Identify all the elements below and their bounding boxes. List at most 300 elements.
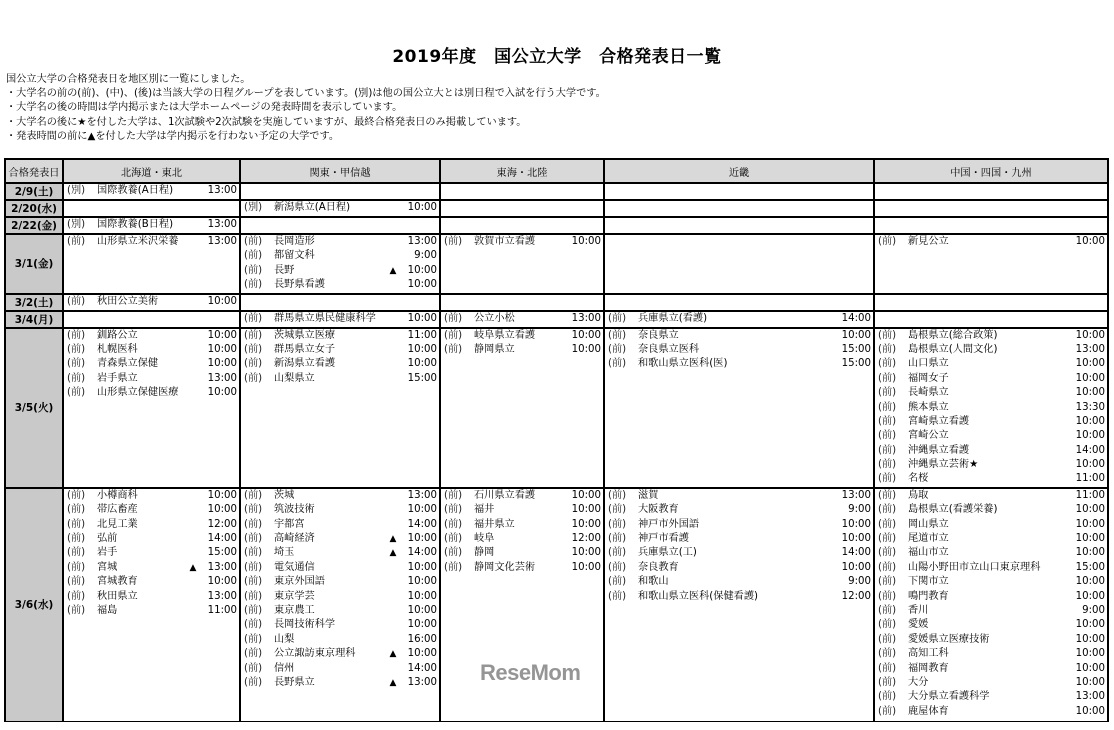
announce-time: 10:00 bbox=[1075, 387, 1105, 399]
announce-time: 10:00 bbox=[571, 547, 601, 559]
table-row bbox=[5, 488, 1108, 722]
cell-kanto-koshinetsu bbox=[240, 328, 440, 488]
university-entry bbox=[64, 235, 239, 249]
schedule-group: (前) bbox=[878, 705, 897, 717]
university-name: 神戸市外国語 bbox=[638, 518, 700, 530]
cell-tokai-hokuriku bbox=[440, 183, 604, 200]
university-entry bbox=[875, 429, 1107, 443]
no-posting-mark bbox=[385, 357, 401, 371]
no-posting-mark bbox=[185, 329, 201, 343]
university-name: 宇都宮 bbox=[274, 518, 305, 530]
no-posting-mark bbox=[1053, 590, 1069, 604]
university-entry bbox=[605, 503, 873, 517]
announce-time: 10:00 bbox=[407, 312, 437, 324]
university-entry bbox=[64, 218, 239, 232]
university-entry bbox=[241, 662, 439, 676]
university-name: 高崎経済 bbox=[274, 533, 315, 545]
announce-time: 14:00 bbox=[407, 662, 437, 674]
cell-tokai-hokuriku bbox=[440, 217, 604, 234]
schedule-group: (前) bbox=[444, 236, 463, 247]
university-entry bbox=[605, 312, 873, 326]
cell-hokkaido-tohoku bbox=[63, 183, 240, 200]
no-posting-mark bbox=[549, 503, 565, 517]
university-entry bbox=[64, 372, 239, 386]
university-entry bbox=[875, 472, 1107, 486]
schedule-group: (前) bbox=[244, 561, 263, 573]
university-name: 岡山県立 bbox=[908, 518, 949, 530]
university-entry bbox=[605, 329, 873, 343]
university-name: 和歌山 bbox=[638, 576, 669, 588]
announce-time: 9:00 bbox=[1082, 604, 1105, 616]
cell-hokkaido-tohoku bbox=[63, 294, 240, 311]
no-posting-mark bbox=[185, 503, 201, 517]
schedule-group: (前) bbox=[878, 518, 897, 530]
university-entry bbox=[875, 618, 1107, 632]
schedule-group: (前) bbox=[244, 358, 263, 370]
university-name: 奈良県立医科 bbox=[638, 343, 700, 355]
cell-hokkaido-tohoku bbox=[63, 217, 240, 234]
university-name: 福岡女子 bbox=[908, 372, 949, 384]
university-name: 宮城教育 bbox=[97, 576, 138, 588]
announce-time: 12:00 bbox=[841, 590, 871, 602]
announce-time: 10:00 bbox=[1075, 236, 1105, 247]
announce-time: 10:00 bbox=[407, 619, 437, 631]
no-posting-mark: ▲ bbox=[389, 265, 397, 276]
schedule-group: (前) bbox=[878, 401, 897, 413]
no-posting-mark bbox=[819, 329, 835, 343]
university-entry bbox=[441, 312, 603, 326]
cell-tokai-hokuriku bbox=[440, 488, 604, 722]
no-posting-mark: ▲ bbox=[389, 677, 397, 688]
university-name: 島根県立(人間文化) bbox=[908, 343, 998, 355]
announce-time: 13:00 bbox=[207, 590, 237, 602]
university-entry bbox=[875, 662, 1107, 676]
announce-time: 13:00 bbox=[571, 312, 601, 324]
schedule-group: (前) bbox=[878, 590, 897, 602]
university-entry bbox=[875, 604, 1107, 618]
schedule-group: (前) bbox=[444, 343, 463, 355]
announce-time: 9:00 bbox=[414, 250, 437, 262]
schedule-group: (前) bbox=[67, 504, 86, 516]
schedule-group: (前) bbox=[244, 343, 263, 355]
schedule-group: (前) bbox=[67, 329, 86, 341]
schedule-group: (前) bbox=[444, 518, 463, 530]
schedule-group: (前) bbox=[67, 533, 86, 545]
header-hokkaido-tohoku: 北海道・東北 bbox=[63, 159, 240, 183]
announce-time: 12:00 bbox=[207, 518, 237, 530]
page-title: 2019年度 国公立大学 合格発表日一覧 bbox=[392, 47, 722, 67]
university-name: 東京農工 bbox=[274, 604, 315, 616]
announce-time: 12:00 bbox=[571, 533, 601, 545]
cell-chugoku-shikoku-kyushu bbox=[874, 311, 1108, 328]
university-name: 福井 bbox=[474, 504, 495, 516]
no-posting-mark bbox=[385, 561, 401, 575]
schedule-group: (前) bbox=[244, 576, 263, 588]
university-name: 静岡 bbox=[474, 547, 495, 559]
cell-hokkaido-tohoku bbox=[63, 328, 240, 488]
university-entry bbox=[875, 647, 1107, 661]
announce-time: 10:00 bbox=[407, 648, 437, 660]
cell-hokkaido-tohoku bbox=[63, 200, 240, 217]
schedule-group: (別) bbox=[67, 185, 86, 196]
cell-chugoku-shikoku-kyushu bbox=[874, 200, 1108, 217]
schedule-group: (前) bbox=[878, 504, 897, 516]
announce-time: 10:00 bbox=[1075, 415, 1105, 427]
university-entry bbox=[64, 518, 239, 532]
schedule-group: (前) bbox=[244, 236, 263, 247]
no-posting-mark bbox=[185, 218, 201, 232]
university-name: 群馬県立県民健康科学 bbox=[274, 312, 376, 324]
no-posting-mark bbox=[1053, 357, 1069, 371]
cell-kanto-koshinetsu bbox=[240, 294, 440, 311]
no-posting-mark: ▲ bbox=[389, 548, 397, 559]
header-date: 合格発表日 bbox=[5, 159, 63, 183]
university-entry bbox=[605, 357, 873, 371]
note-line: ・大学名の後の時間は学内掲示または大学ホームページの発表時間を表示しています。 bbox=[6, 102, 403, 114]
no-posting-mark: ▲ bbox=[389, 534, 397, 545]
cell-tokai-hokuriku bbox=[440, 328, 604, 488]
announce-time: 10:00 bbox=[207, 576, 237, 588]
no-posting-mark bbox=[385, 329, 401, 343]
university-name: 長崎県立 bbox=[908, 387, 949, 399]
cell-kanto-koshinetsu bbox=[240, 217, 440, 234]
schedule-group: (前) bbox=[878, 372, 897, 384]
university-entry bbox=[241, 647, 439, 661]
no-posting-mark bbox=[819, 546, 835, 560]
university-entry bbox=[64, 561, 239, 575]
no-posting-mark bbox=[1053, 575, 1069, 589]
university-name: 岐阜県立看護 bbox=[474, 329, 536, 341]
schedule-group: (前) bbox=[878, 533, 897, 545]
no-posting-mark bbox=[385, 235, 401, 249]
note-line: 国公立大学の合格発表日を地区別に一覧にしました。 bbox=[6, 74, 251, 85]
schedule-group: (別) bbox=[67, 219, 86, 230]
announce-time: 10:00 bbox=[571, 518, 601, 530]
university-entry bbox=[241, 575, 439, 589]
no-posting-mark bbox=[549, 312, 565, 326]
university-entry bbox=[64, 295, 239, 309]
schedule-group: (前) bbox=[878, 444, 897, 456]
university-entry bbox=[875, 518, 1107, 532]
announce-time: 9:00 bbox=[848, 504, 871, 516]
university-entry bbox=[64, 184, 239, 198]
note-line: ・大学名の前の(前)、(中)、(後)は当該大学の日程グループを表しています。(別)は他の国公立大とは別日程で入試を行う大学です。 bbox=[6, 88, 606, 100]
no-posting-mark bbox=[385, 201, 401, 215]
no-posting-mark bbox=[549, 343, 565, 357]
announce-time: 10:00 bbox=[1075, 459, 1105, 471]
schedule-group: (前) bbox=[244, 662, 263, 674]
university-entry bbox=[605, 343, 873, 357]
announce-time: 11:00 bbox=[1075, 489, 1105, 501]
no-posting-mark bbox=[385, 662, 401, 676]
university-entry bbox=[875, 546, 1107, 560]
no-posting-mark bbox=[1053, 386, 1069, 400]
university-name: 福井県立 bbox=[474, 518, 515, 530]
university-entry bbox=[241, 561, 439, 575]
no-posting-mark bbox=[385, 633, 401, 647]
university-entry bbox=[64, 532, 239, 546]
announce-time: 13:00 bbox=[207, 219, 237, 230]
university-name: 沖縄県立看護 bbox=[908, 444, 970, 456]
announce-time: 13:00 bbox=[207, 372, 237, 384]
university-name: 札幌医科 bbox=[97, 343, 138, 355]
no-posting-mark bbox=[549, 532, 565, 546]
schedule-group: (前) bbox=[878, 343, 897, 355]
university-name: 山形県立保健医療 bbox=[97, 387, 179, 399]
university-entry bbox=[241, 590, 439, 604]
university-entry bbox=[875, 633, 1107, 647]
announce-time: 13:00 bbox=[407, 236, 437, 247]
announce-time: 10:00 bbox=[571, 561, 601, 573]
university-entry bbox=[441, 329, 603, 343]
university-entry bbox=[875, 386, 1107, 400]
cell-tokai-hokuriku bbox=[440, 234, 604, 294]
university-entry bbox=[605, 590, 873, 604]
university-entry bbox=[875, 458, 1107, 472]
announce-time: 10:00 bbox=[841, 518, 871, 530]
no-posting-mark bbox=[385, 575, 401, 589]
schedule-group: (前) bbox=[244, 590, 263, 602]
schedule-group: (前) bbox=[608, 590, 627, 602]
announce-time: 10:00 bbox=[1075, 358, 1105, 370]
schedule-group: (前) bbox=[244, 504, 263, 516]
no-posting-mark bbox=[1053, 518, 1069, 532]
university-name: 弘前 bbox=[97, 533, 118, 545]
no-posting-mark bbox=[549, 561, 565, 575]
no-posting-mark bbox=[1053, 472, 1069, 486]
no-posting-mark bbox=[185, 343, 201, 357]
announce-time: 10:00 bbox=[407, 561, 437, 573]
no-posting-mark bbox=[185, 518, 201, 532]
announce-time: 10:00 bbox=[1075, 372, 1105, 384]
schedule-group: (前) bbox=[444, 547, 463, 559]
schedule-group: (前) bbox=[67, 295, 86, 307]
announce-time: 10:00 bbox=[407, 343, 437, 355]
university-entry bbox=[241, 518, 439, 532]
university-entry bbox=[64, 575, 239, 589]
university-entry bbox=[605, 532, 873, 546]
university-entry bbox=[441, 343, 603, 357]
announce-time: 10:00 bbox=[207, 329, 237, 341]
university-name: 公立諏訪東京理科 bbox=[274, 648, 356, 660]
cell-kanto-koshinetsu bbox=[240, 311, 440, 328]
university-name: 青森県立保健 bbox=[97, 358, 159, 370]
announce-time: 10:00 bbox=[407, 533, 437, 545]
announce-time: 10:00 bbox=[841, 561, 871, 573]
university-entry bbox=[875, 561, 1107, 575]
schedule-group: (前) bbox=[244, 518, 263, 530]
no-posting-mark bbox=[819, 561, 835, 575]
university-entry bbox=[605, 518, 873, 532]
schedule-group: (前) bbox=[608, 518, 627, 530]
no-posting-mark bbox=[385, 343, 401, 357]
schedule-group: (前) bbox=[878, 676, 897, 688]
university-entry bbox=[241, 489, 439, 503]
university-name: 東京学芸 bbox=[274, 590, 315, 602]
announce-time: 10:00 bbox=[1075, 676, 1105, 688]
university-entry bbox=[441, 489, 603, 503]
announce-time: 10:00 bbox=[407, 264, 437, 276]
no-posting-mark bbox=[819, 312, 835, 326]
university-entry bbox=[875, 676, 1107, 690]
schedule-group: (前) bbox=[878, 430, 897, 442]
university-name: 尾道市立 bbox=[908, 533, 949, 545]
announce-time: 10:00 bbox=[571, 343, 601, 355]
university-entry bbox=[875, 705, 1107, 719]
cell-hokkaido-tohoku bbox=[63, 311, 240, 328]
university-entry bbox=[241, 264, 439, 278]
university-name: 兵庫県立(工) bbox=[638, 547, 697, 559]
announce-time: 9:00 bbox=[848, 576, 871, 588]
schedule-group: (前) bbox=[608, 312, 627, 324]
university-entry bbox=[64, 590, 239, 604]
schedule-group: (前) bbox=[244, 329, 263, 341]
university-entry bbox=[875, 532, 1107, 546]
no-posting-mark bbox=[819, 532, 835, 546]
table-row bbox=[5, 217, 1108, 234]
university-name: 岩手県立 bbox=[97, 372, 138, 384]
no-posting-mark bbox=[549, 546, 565, 560]
university-entry bbox=[875, 444, 1107, 458]
university-name: 公立小松 bbox=[474, 312, 515, 324]
schedule-group: (前) bbox=[67, 547, 86, 559]
university-entry bbox=[241, 201, 439, 215]
schedule-group: (前) bbox=[244, 547, 263, 559]
cell-hokkaido-tohoku bbox=[63, 488, 240, 722]
announce-time: 11:00 bbox=[407, 329, 437, 341]
announce-time: 10:00 bbox=[1075, 576, 1105, 588]
date-cell: 2/20(水) bbox=[5, 200, 63, 217]
announce-time: 10:00 bbox=[571, 504, 601, 516]
no-posting-mark bbox=[385, 312, 401, 326]
schedule-group: (前) bbox=[878, 576, 897, 588]
cell-tokai-hokuriku bbox=[440, 200, 604, 217]
university-entry bbox=[441, 235, 603, 249]
cell-chugoku-shikoku-kyushu bbox=[874, 217, 1108, 234]
university-entry bbox=[241, 343, 439, 357]
announce-time: 10:00 bbox=[1075, 430, 1105, 442]
schedule-group: (前) bbox=[244, 279, 263, 291]
no-posting-mark bbox=[549, 235, 565, 249]
announce-time: 13:00 bbox=[207, 561, 237, 573]
schedule-group: (前) bbox=[67, 372, 86, 384]
schedule-group: (前) bbox=[444, 504, 463, 516]
university-entry bbox=[441, 532, 603, 546]
announce-time: 10:00 bbox=[1075, 648, 1105, 660]
schedule-group: (前) bbox=[444, 312, 463, 324]
date-cell: 3/5(火) bbox=[5, 328, 63, 488]
schedule-group: (前) bbox=[878, 662, 897, 674]
no-posting-mark bbox=[185, 590, 201, 604]
no-posting-mark: ▲ bbox=[389, 649, 397, 660]
cell-kinki bbox=[604, 200, 874, 217]
university-name: 信州 bbox=[274, 662, 295, 674]
announce-time: 13:00 bbox=[841, 489, 871, 501]
university-name: 群馬県立女子 bbox=[274, 343, 336, 355]
university-name: 香川 bbox=[908, 604, 929, 616]
schedule-group: (前) bbox=[244, 648, 263, 660]
announce-time: 11:00 bbox=[207, 604, 237, 616]
announce-time: 13:00 bbox=[207, 236, 237, 247]
university-name: 沖縄県立芸術★ bbox=[908, 459, 979, 471]
no-posting-mark bbox=[1053, 503, 1069, 517]
schedule-group: (前) bbox=[878, 387, 897, 399]
cell-kinki bbox=[604, 294, 874, 311]
schedule-group: (前) bbox=[67, 576, 86, 588]
schedule-group: (前) bbox=[67, 387, 86, 399]
university-entry bbox=[64, 343, 239, 357]
header-tokai-hokuriku: 東海・北陸 bbox=[440, 159, 604, 183]
announce-time: 14:00 bbox=[841, 312, 871, 324]
university-entry bbox=[605, 575, 873, 589]
university-name: 福島 bbox=[97, 604, 118, 616]
schedule-group: (前) bbox=[67, 518, 86, 530]
schedule-group: (前) bbox=[244, 312, 263, 324]
schedule-group: (前) bbox=[608, 576, 627, 588]
no-posting-mark bbox=[1053, 489, 1069, 503]
schedule-group: (前) bbox=[244, 372, 263, 384]
no-posting-mark bbox=[1053, 415, 1069, 429]
no-posting-mark bbox=[549, 518, 565, 532]
announce-time: 10:00 bbox=[207, 387, 237, 399]
schedule-group: (前) bbox=[608, 358, 627, 370]
announce-time: 10:00 bbox=[571, 236, 601, 247]
no-posting-mark bbox=[1053, 401, 1069, 415]
no-posting-mark bbox=[1053, 458, 1069, 472]
cell-kinki bbox=[604, 234, 874, 294]
schedule-group: (前) bbox=[67, 590, 86, 602]
university-entry bbox=[605, 561, 873, 575]
no-posting-mark bbox=[385, 372, 401, 386]
university-name: 茨城県立医療 bbox=[274, 329, 336, 341]
schedule-group: (前) bbox=[608, 533, 627, 545]
announce-time: 10:00 bbox=[1075, 504, 1105, 516]
university-name: 福岡教育 bbox=[908, 662, 949, 674]
date-cell: 3/6(水) bbox=[5, 488, 63, 722]
no-posting-mark bbox=[185, 184, 201, 198]
table-row bbox=[5, 328, 1108, 488]
announce-time: 10:00 bbox=[207, 489, 237, 501]
no-posting-mark bbox=[1053, 235, 1069, 249]
announce-time: 10:00 bbox=[1075, 329, 1105, 341]
table-row bbox=[5, 183, 1108, 200]
cell-kinki bbox=[604, 311, 874, 328]
university-name: 大阪教育 bbox=[638, 504, 679, 516]
university-name: 国際教養(B日程) bbox=[97, 219, 174, 230]
no-posting-mark bbox=[1053, 444, 1069, 458]
university-name: 北見工業 bbox=[97, 518, 138, 530]
university-name: 国際教養(A日程) bbox=[97, 185, 174, 196]
announce-time: 10:00 bbox=[1075, 619, 1105, 631]
schedule-group: (前) bbox=[608, 343, 627, 355]
no-posting-mark bbox=[185, 575, 201, 589]
schedule-group: (前) bbox=[878, 473, 897, 485]
schedule-group: (別) bbox=[244, 202, 263, 213]
announce-time: 15:00 bbox=[841, 358, 871, 370]
cell-hokkaido-tohoku bbox=[63, 234, 240, 294]
no-posting-mark bbox=[385, 503, 401, 517]
university-entry bbox=[241, 503, 439, 517]
university-name: 熊本県立 bbox=[908, 401, 949, 413]
schedule-group: (前) bbox=[244, 264, 263, 276]
no-posting-mark bbox=[185, 546, 201, 560]
university-entry bbox=[64, 386, 239, 400]
announce-time: 15:00 bbox=[841, 343, 871, 355]
no-posting-mark bbox=[549, 489, 565, 503]
announce-time: 10:00 bbox=[841, 329, 871, 341]
no-posting-mark bbox=[185, 357, 201, 371]
university-entry bbox=[875, 329, 1107, 343]
